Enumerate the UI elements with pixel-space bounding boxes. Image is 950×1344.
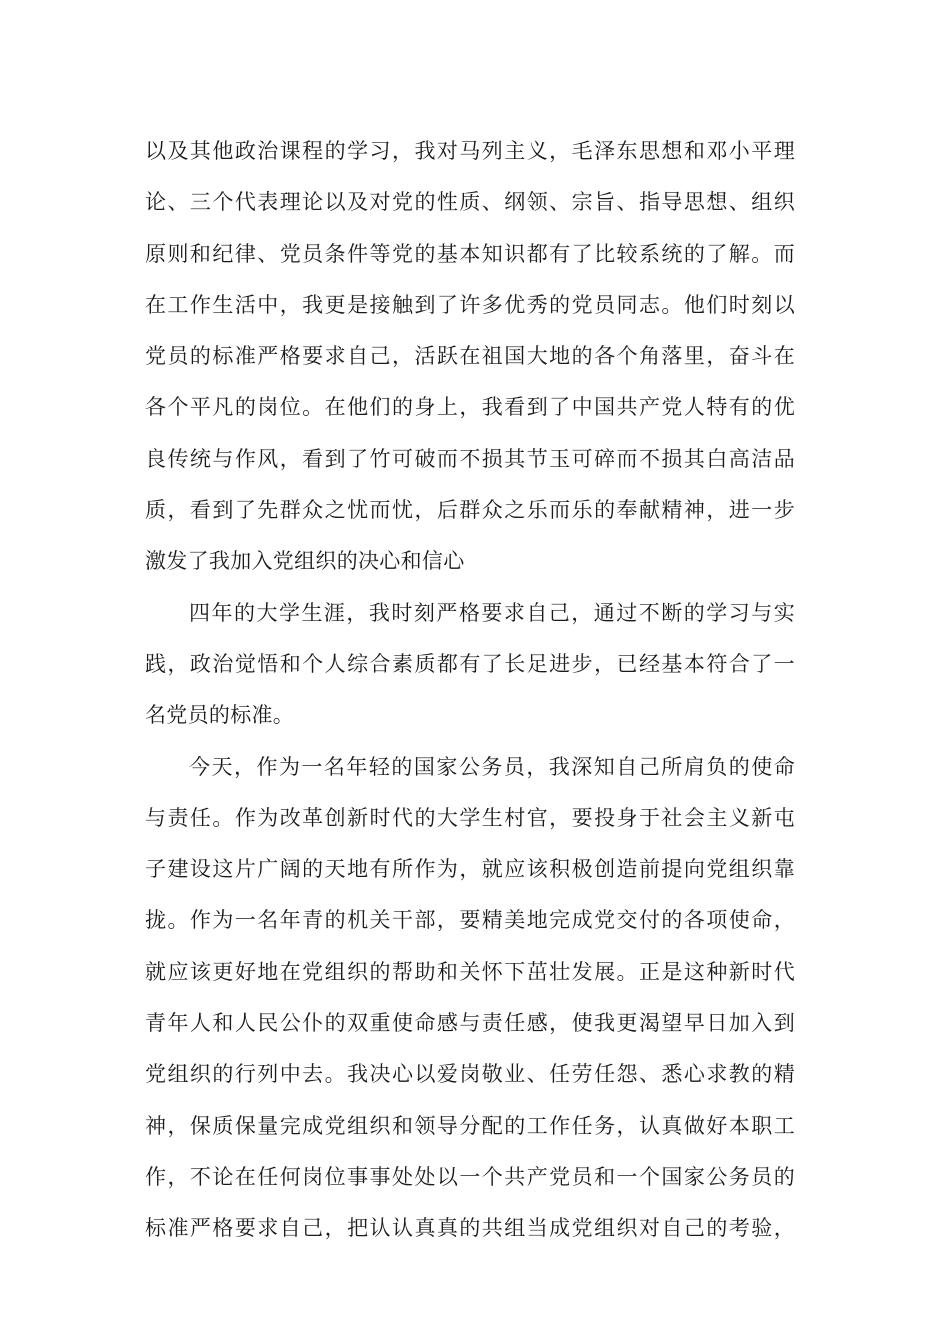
text-line: 子建设这片广阔的天地有所作为，就应该积极创造前提向党组织靠: [145, 857, 795, 882]
text-line: 激发了我加入党组织的决心和信心: [145, 549, 465, 574]
text-line: 原则和纪律、党员条件等党的基本知识都有了比较系统的了解。而: [145, 241, 795, 266]
paragraph-2: [145, 588, 795, 742]
text-line: 质，看到了先群众之忧而忧，后群众之乐而乐的奉献精神，进一步: [145, 498, 795, 523]
text-line: 四年的大学生涯，我时刻严格要求自己，通过不断的学习与实: [189, 600, 795, 625]
text-line: 良传统与作风，看到了竹可破而不损其节玉可碎而不损其白高洁品: [145, 446, 795, 471]
text-line: 作，不论在任何岗位事事处处以一个共产党员和一个国家公务员的: [145, 1164, 795, 1189]
document-page: [145, 126, 795, 1255]
text-line: 就应该更好地在党组织的帮助和关怀下茁壮发展。正是这种新时代: [145, 959, 795, 984]
paragraph-3: [145, 742, 795, 1255]
text-line: 今天，作为一名年轻的国家公务员，我深知自己所肩负的使命: [189, 754, 795, 779]
text-line: 各个平凡的岗位。在他们的身上，我看到了中国共产党人特有的优: [145, 395, 795, 420]
text-line: 党组织的行列中去。我决心以爱岗敬业、任劳任怨、悉心求教的精: [145, 1062, 795, 1087]
text-line: 党员的标准严格要求自己，活跃在祖国大地的各个角落里，奋斗在: [145, 344, 795, 369]
text-line: 以及其他政治课程的学习，我对马列主义，毛泽东思想和邓小平理: [145, 139, 795, 163]
text-line: 青年人和人民公仆的双重使命感与责任感，使我更渴望早日加入到: [145, 1011, 795, 1036]
text-line: 践，政治觉悟和个人综合素质都有了长足进步，已经基本符合了一: [145, 651, 795, 676]
text-line: 在工作生活中，我更是接触到了许多优秀的党员同志。他们时刻以: [145, 292, 795, 317]
paragraph-1: [145, 126, 795, 588]
text-line: 名党员的标准。: [145, 703, 295, 728]
text-line: 论、三个代表理论以及对党的性质、纲领、宗旨、指导思想、组织: [145, 190, 795, 215]
text-line: 神，保质保量完成党组织和领导分配的工作任务，认真做好本职工: [145, 1113, 795, 1138]
text-line: 与责任。作为改革创新时代的大学生村官，要投身于社会主义新屯: [145, 805, 795, 830]
text-line: 标准严格要求自己，把认认真真的共组当成党组织对自己的考验，: [145, 1216, 795, 1241]
text-line: 拢。作为一名年青的机关干部，要精美地完成党交付的各项使命，: [145, 908, 795, 933]
